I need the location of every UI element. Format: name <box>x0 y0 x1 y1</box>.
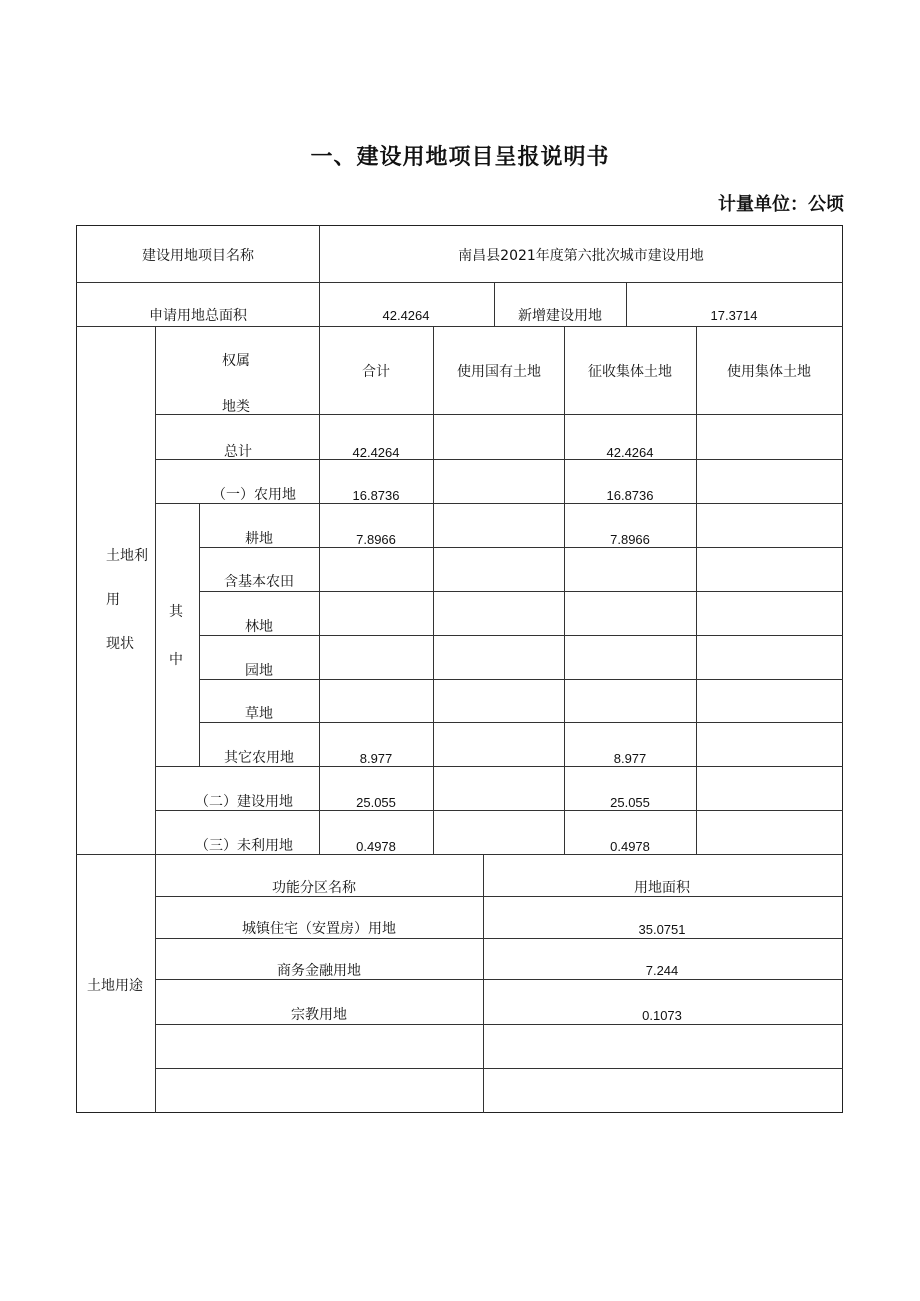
column-divider <box>626 282 627 326</box>
project-name-label: 建设用地项目名称 <box>142 248 254 264</box>
column-divider <box>494 282 495 326</box>
column-header-state-land: 使用国有土地 <box>457 364 541 380</box>
column-divider <box>483 854 484 1113</box>
column-divider <box>696 326 697 854</box>
column-header-total: 合计 <box>362 364 390 380</box>
zone-name: 城镇住宅（安置房）用地 <box>242 921 396 937</box>
cell-total: 0.4978 <box>356 839 396 854</box>
row-divider <box>155 1024 843 1025</box>
document-title: 一、建设用地项目呈报说明书 <box>310 145 610 170</box>
project-name-value: 南昌县2021年度第六批次城市建设用地 <box>458 248 704 264</box>
cell-collect-land: 42.4264 <box>606 445 654 460</box>
row-divider <box>76 854 843 855</box>
row-divider <box>155 896 843 897</box>
row-divider <box>155 414 843 415</box>
cell-collect-land: 25.055 <box>610 795 650 810</box>
zone-area-header: 用地面积 <box>634 880 690 896</box>
row-label: 其它农用地 <box>224 750 294 766</box>
column-header-collect-land: 征收集体土地 <box>588 364 672 380</box>
ownership-header: 权属 <box>222 353 250 369</box>
cell-total: 25.055 <box>356 795 396 810</box>
measurement-unit: 计量单位：公顷 <box>718 194 844 215</box>
row-label: 草地 <box>245 706 273 722</box>
column-header-use-collective: 使用集体土地 <box>727 364 811 380</box>
zone-name: 宗教用地 <box>291 1007 347 1023</box>
row-divider <box>155 1068 843 1069</box>
row-label: （三）未利用地 <box>195 838 293 854</box>
zone-name-header: 功能分区名称 <box>272 880 356 896</box>
row-label: （一）农用地 <box>212 487 296 503</box>
cell-collect-land: 7.8966 <box>610 532 650 547</box>
land-status-label: 土地利 <box>106 548 148 564</box>
row-label: 含基本农田 <box>224 574 294 590</box>
cell-collect-land: 8.977 <box>613 751 647 766</box>
column-divider <box>155 326 156 1113</box>
column-divider <box>433 326 434 854</box>
row-label: 林地 <box>245 619 273 635</box>
zone-name: 商务金融用地 <box>277 963 361 979</box>
total-area-label: 申请用地总面积 <box>149 308 247 324</box>
row-divider <box>76 282 843 283</box>
row-divider <box>199 679 843 680</box>
row-divider <box>155 459 843 460</box>
new-construction-value: 17.3714 <box>710 308 758 323</box>
row-label: 总计 <box>224 444 252 460</box>
column-divider <box>199 503 200 766</box>
qizhong-label: 中 <box>169 652 183 668</box>
cell-collect-land: 16.8736 <box>606 488 654 503</box>
cell-total: 16.8736 <box>352 488 400 503</box>
new-construction-label: 新增建设用地 <box>518 308 602 324</box>
total-area-value: 42.4264 <box>382 308 430 323</box>
column-divider <box>564 326 565 854</box>
zone-area: 35.0751 <box>638 922 686 937</box>
row-divider <box>199 591 843 592</box>
row-label: 耕地 <box>245 531 273 547</box>
zone-area: 0.1073 <box>642 1008 682 1023</box>
qizhong-label: 其 <box>169 604 183 620</box>
column-divider <box>319 225 320 854</box>
landtype-header: 地类 <box>222 399 250 415</box>
cell-total: 7.8966 <box>356 532 396 547</box>
cell-total: 42.4264 <box>352 445 400 460</box>
row-divider <box>155 979 843 980</box>
row-divider <box>199 547 843 548</box>
zone-area: 7.244 <box>645 963 679 978</box>
land-status-label: 现状 <box>106 636 134 652</box>
row-label: （二）建设用地 <box>195 794 293 810</box>
row-divider <box>199 722 843 723</box>
row-label: 园地 <box>245 663 273 679</box>
land-status-label: 用 <box>106 592 120 608</box>
land-use-label: 土地用途 <box>87 978 143 994</box>
cell-collect-land: 0.4978 <box>610 839 650 854</box>
row-divider <box>199 635 843 636</box>
cell-total: 8.977 <box>359 751 393 766</box>
row-divider <box>76 326 843 327</box>
row-divider <box>155 938 843 939</box>
